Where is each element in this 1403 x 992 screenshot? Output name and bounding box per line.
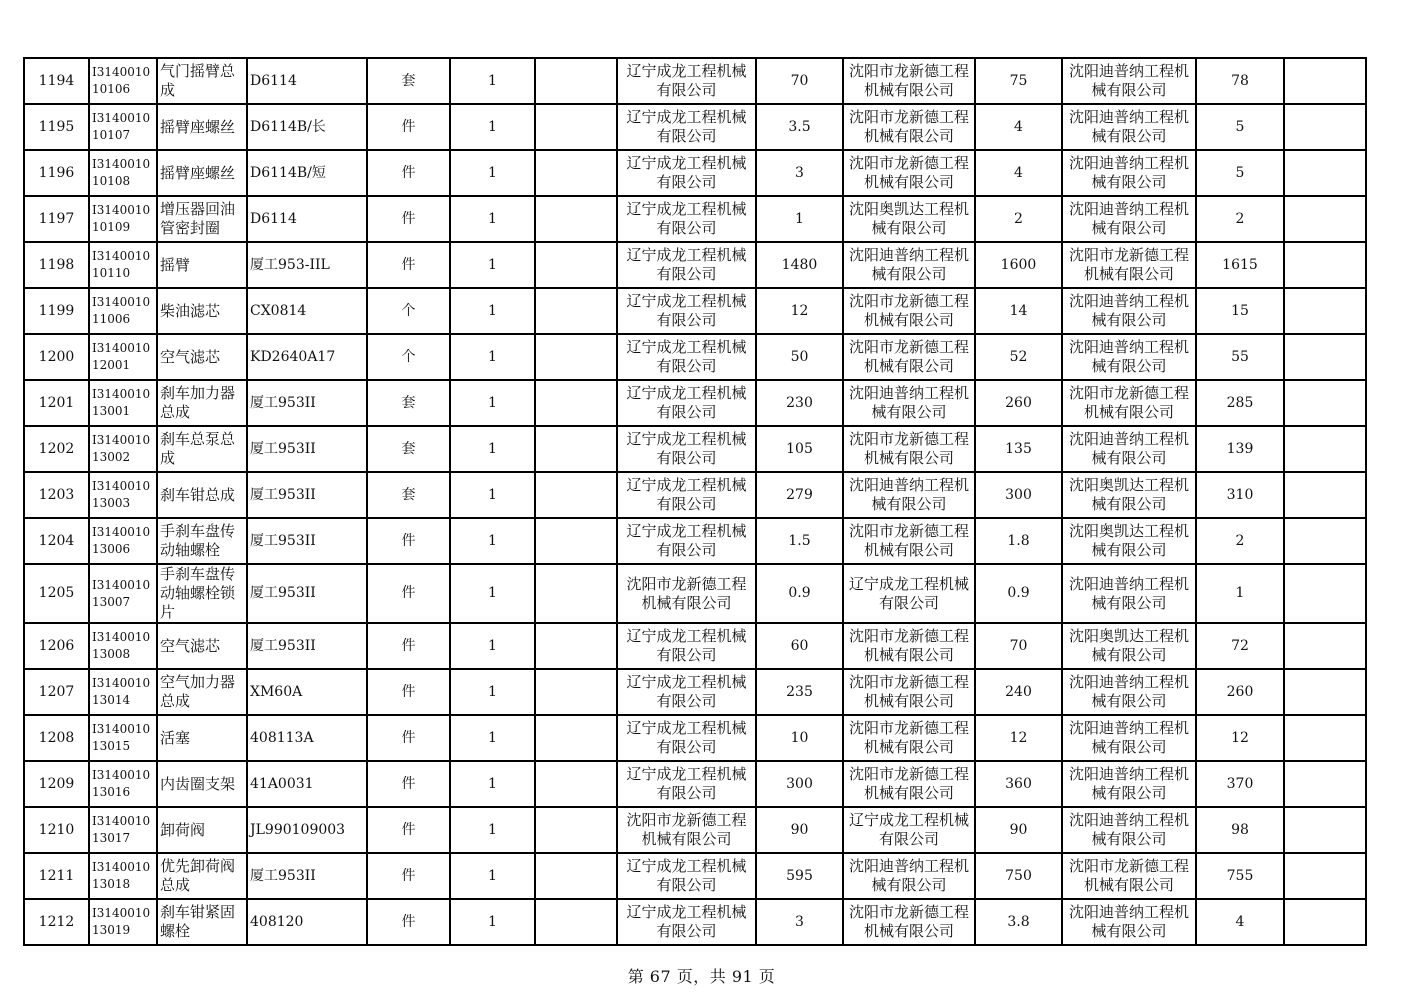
table-row <box>24 564 1366 623</box>
supplier-3: 沈阳迪普纳工程机械有限公司 <box>1062 426 1196 472</box>
price-2: 90 <box>975 807 1062 853</box>
item-name: 柴油滤芯 <box>157 288 247 334</box>
price-1: 1480 <box>756 242 843 288</box>
table-row <box>24 518 1366 564</box>
remark-cell <box>1284 853 1366 899</box>
item-quantity: 1 <box>450 196 535 242</box>
blank-cell <box>535 472 617 518</box>
item-unit: 件 <box>367 715 450 761</box>
price-2: 1.8 <box>975 518 1062 564</box>
item-quantity: 1 <box>450 564 535 623</box>
item-name: 空气滤芯 <box>157 623 247 669</box>
blank-cell <box>535 150 617 196</box>
blank-cell <box>535 104 617 150</box>
price-1: 1 <box>756 196 843 242</box>
price-2: 70 <box>975 623 1062 669</box>
supplier-2: 沈阳市龙新德工程机械有限公司 <box>843 150 975 196</box>
price-1: 595 <box>756 853 843 899</box>
item-unit: 个 <box>367 334 450 380</box>
price-3: 5 <box>1196 104 1284 150</box>
table-body <box>24 58 1366 945</box>
item-code: I3140010 13014 <box>89 669 157 715</box>
item-quantity: 1 <box>450 380 535 426</box>
item-code: I3140010 10108 <box>89 150 157 196</box>
price-3: 1615 <box>1196 242 1284 288</box>
supplier-1: 辽宁成龙工程机械有限公司 <box>617 196 756 242</box>
remark-cell <box>1284 715 1366 761</box>
supplier-1: 辽宁成龙工程机械有限公司 <box>617 150 756 196</box>
table-row <box>24 58 1366 104</box>
blank-cell <box>535 196 617 242</box>
item-unit: 套 <box>367 58 450 104</box>
item-unit: 件 <box>367 853 450 899</box>
row-number: 1197 <box>24 196 89 242</box>
item-code: I3140010 10110 <box>89 242 157 288</box>
remark-cell <box>1284 623 1366 669</box>
item-quantity: 1 <box>450 150 535 196</box>
item-quantity: 1 <box>450 623 535 669</box>
blank-cell <box>535 623 617 669</box>
item-code: I3140010 13019 <box>89 899 157 945</box>
supplier-1: 辽宁成龙工程机械有限公司 <box>617 899 756 945</box>
supplier-3: 沈阳迪普纳工程机械有限公司 <box>1062 58 1196 104</box>
price-2: 52 <box>975 334 1062 380</box>
supplier-1: 辽宁成龙工程机械有限公司 <box>617 426 756 472</box>
table-row <box>24 807 1366 853</box>
item-quantity: 1 <box>450 853 535 899</box>
supplier-2: 辽宁成龙工程机械有限公司 <box>843 807 975 853</box>
price-1: 279 <box>756 472 843 518</box>
item-spec: KD2640A17 <box>247 334 367 380</box>
supplier-3: 沈阳迪普纳工程机械有限公司 <box>1062 761 1196 807</box>
table-row <box>24 288 1366 334</box>
supplier-3: 沈阳奥凯达工程机械有限公司 <box>1062 623 1196 669</box>
supplier-2: 沈阳市龙新德工程机械有限公司 <box>843 288 975 334</box>
supplier-1: 辽宁成龙工程机械有限公司 <box>617 58 756 104</box>
supplier-1: 辽宁成龙工程机械有限公司 <box>617 761 756 807</box>
price-3: 370 <box>1196 761 1284 807</box>
item-spec: D6114B/长 <box>247 104 367 150</box>
remark-cell <box>1284 196 1366 242</box>
supplier-2: 辽宁成龙工程机械有限公司 <box>843 564 975 623</box>
supplier-2: 沈阳市龙新德工程机械有限公司 <box>843 623 975 669</box>
item-quantity: 1 <box>450 104 535 150</box>
supplier-2: 沈阳市龙新德工程机械有限公司 <box>843 715 975 761</box>
supplier-3: 沈阳迪普纳工程机械有限公司 <box>1062 334 1196 380</box>
remark-cell <box>1284 242 1366 288</box>
price-comparison-table <box>23 57 1367 946</box>
remark-cell <box>1284 761 1366 807</box>
item-unit: 件 <box>367 899 450 945</box>
supplier-2: 沈阳市龙新德工程机械有限公司 <box>843 899 975 945</box>
item-spec: 厦工953-IIL <box>247 242 367 288</box>
price-3: 260 <box>1196 669 1284 715</box>
item-name: 内齿圈支架 <box>157 761 247 807</box>
price-2: 75 <box>975 58 1062 104</box>
supplier-3: 沈阳迪普纳工程机械有限公司 <box>1062 899 1196 945</box>
supplier-1: 辽宁成龙工程机械有限公司 <box>617 518 756 564</box>
item-quantity: 1 <box>450 807 535 853</box>
remark-cell <box>1284 334 1366 380</box>
page-number: 第 67 页，共 91 页 <box>627 967 776 986</box>
item-code: I3140010 13015 <box>89 715 157 761</box>
item-spec: D6114 <box>247 58 367 104</box>
blank-cell <box>535 564 617 623</box>
item-spec: CX0814 <box>247 288 367 334</box>
item-name: 空气加力器总成 <box>157 669 247 715</box>
remark-cell <box>1284 58 1366 104</box>
row-number: 1206 <box>24 623 89 669</box>
supplier-3: 沈阳迪普纳工程机械有限公司 <box>1062 150 1196 196</box>
price-1: 60 <box>756 623 843 669</box>
item-code: I3140010 10106 <box>89 58 157 104</box>
blank-cell <box>535 899 617 945</box>
item-name: 摇臂 <box>157 242 247 288</box>
item-name: 手刹车盘传动轴螺栓 <box>157 518 247 564</box>
price-2: 12 <box>975 715 1062 761</box>
row-number: 1194 <box>24 58 89 104</box>
item-name: 气门摇臂总成 <box>157 58 247 104</box>
item-unit: 套 <box>367 472 450 518</box>
price-1: 1.5 <box>756 518 843 564</box>
supplier-3: 沈阳奥凯达工程机械有限公司 <box>1062 518 1196 564</box>
item-unit: 件 <box>367 242 450 288</box>
price-2: 2 <box>975 196 1062 242</box>
price-1: 3 <box>756 150 843 196</box>
supplier-1: 辽宁成龙工程机械有限公司 <box>617 242 756 288</box>
price-1: 12 <box>756 288 843 334</box>
table-row <box>24 426 1366 472</box>
item-code: I3140010 11006 <box>89 288 157 334</box>
item-name: 刹车钳紧固螺栓 <box>157 899 247 945</box>
row-number: 1196 <box>24 150 89 196</box>
item-unit: 件 <box>367 807 450 853</box>
price-3: 285 <box>1196 380 1284 426</box>
row-number: 1209 <box>24 761 89 807</box>
price-3: 755 <box>1196 853 1284 899</box>
price-2: 1600 <box>975 242 1062 288</box>
row-number: 1201 <box>24 380 89 426</box>
item-quantity: 1 <box>450 669 535 715</box>
supplier-3: 沈阳迪普纳工程机械有限公司 <box>1062 104 1196 150</box>
item-unit: 件 <box>367 196 450 242</box>
blank-cell <box>535 669 617 715</box>
item-unit: 件 <box>367 564 450 623</box>
item-quantity: 1 <box>450 242 535 288</box>
blank-cell <box>535 58 617 104</box>
price-2: 4 <box>975 150 1062 196</box>
price-1: 0.9 <box>756 564 843 623</box>
price-1: 50 <box>756 334 843 380</box>
remark-cell <box>1284 150 1366 196</box>
remark-cell <box>1284 669 1366 715</box>
supplier-2: 沈阳市龙新德工程机械有限公司 <box>843 761 975 807</box>
item-spec: 408113A <box>247 715 367 761</box>
table-row <box>24 899 1366 945</box>
item-unit: 套 <box>367 426 450 472</box>
item-spec: 厦工953II <box>247 564 367 623</box>
supplier-3: 沈阳迪普纳工程机械有限公司 <box>1062 715 1196 761</box>
table-row <box>24 853 1366 899</box>
supplier-1: 辽宁成龙工程机械有限公司 <box>617 380 756 426</box>
table-row <box>24 380 1366 426</box>
item-spec: 厦工953II <box>247 472 367 518</box>
supplier-2: 沈阳市龙新德工程机械有限公司 <box>843 426 975 472</box>
item-code: I3140010 13002 <box>89 426 157 472</box>
row-number: 1200 <box>24 334 89 380</box>
blank-cell <box>535 242 617 288</box>
supplier-3: 沈阳市龙新德工程机械有限公司 <box>1062 853 1196 899</box>
item-code: I3140010 13008 <box>89 623 157 669</box>
price-2: 4 <box>975 104 1062 150</box>
item-name: 刹车加力器总成 <box>157 380 247 426</box>
item-quantity: 1 <box>450 518 535 564</box>
item-unit: 件 <box>367 761 450 807</box>
price-3: 1 <box>1196 564 1284 623</box>
supplier-3: 沈阳迪普纳工程机械有限公司 <box>1062 669 1196 715</box>
supplier-1: 辽宁成龙工程机械有限公司 <box>617 472 756 518</box>
item-quantity: 1 <box>450 899 535 945</box>
price-3: 2 <box>1196 196 1284 242</box>
price-1: 70 <box>756 58 843 104</box>
price-1: 230 <box>756 380 843 426</box>
price-1: 10 <box>756 715 843 761</box>
item-quantity: 1 <box>450 426 535 472</box>
item-unit: 件 <box>367 623 450 669</box>
price-3: 5 <box>1196 150 1284 196</box>
supplier-1: 辽宁成龙工程机械有限公司 <box>617 715 756 761</box>
supplier-3: 沈阳奥凯达工程机械有限公司 <box>1062 472 1196 518</box>
item-code: I3140010 10107 <box>89 104 157 150</box>
item-spec: 厦工953II <box>247 623 367 669</box>
item-name: 刹车钳总成 <box>157 472 247 518</box>
item-name: 手刹车盘传动轴螺栓锁片 <box>157 564 247 623</box>
price-2: 260 <box>975 380 1062 426</box>
price-2: 135 <box>975 426 1062 472</box>
item-spec: 厦工953II <box>247 380 367 426</box>
item-quantity: 1 <box>450 288 535 334</box>
item-spec: 408120 <box>247 899 367 945</box>
supplier-1: 辽宁成龙工程机械有限公司 <box>617 623 756 669</box>
supplier-2: 沈阳迪普纳工程机械有限公司 <box>843 472 975 518</box>
item-quantity: 1 <box>450 334 535 380</box>
row-number: 1208 <box>24 715 89 761</box>
row-number: 1211 <box>24 853 89 899</box>
supplier-1: 辽宁成龙工程机械有限公司 <box>617 669 756 715</box>
supplier-2: 沈阳市龙新德工程机械有限公司 <box>843 58 975 104</box>
item-unit: 个 <box>367 288 450 334</box>
price-3: 4 <box>1196 899 1284 945</box>
row-number: 1203 <box>24 472 89 518</box>
item-spec: D6114 <box>247 196 367 242</box>
supplier-2: 沈阳市龙新德工程机械有限公司 <box>843 334 975 380</box>
table-row <box>24 669 1366 715</box>
remark-cell <box>1284 518 1366 564</box>
price-2: 240 <box>975 669 1062 715</box>
price-1: 300 <box>756 761 843 807</box>
remark-cell <box>1284 380 1366 426</box>
item-code: I3140010 10109 <box>89 196 157 242</box>
item-unit: 件 <box>367 150 450 196</box>
supplier-1: 辽宁成龙工程机械有限公司 <box>617 104 756 150</box>
item-name: 空气滤芯 <box>157 334 247 380</box>
price-3: 55 <box>1196 334 1284 380</box>
price-2: 14 <box>975 288 1062 334</box>
item-code: I3140010 13003 <box>89 472 157 518</box>
supplier-3: 沈阳迪普纳工程机械有限公司 <box>1062 196 1196 242</box>
supplier-1: 辽宁成龙工程机械有限公司 <box>617 288 756 334</box>
price-3: 15 <box>1196 288 1284 334</box>
price-3: 2 <box>1196 518 1284 564</box>
price-3: 78 <box>1196 58 1284 104</box>
remark-cell <box>1284 288 1366 334</box>
item-spec: 厦工953II <box>247 426 367 472</box>
price-2: 360 <box>975 761 1062 807</box>
row-number: 1207 <box>24 669 89 715</box>
item-code: I3140010 13018 <box>89 853 157 899</box>
item-unit: 件 <box>367 518 450 564</box>
table-row <box>24 334 1366 380</box>
remark-cell <box>1284 899 1366 945</box>
item-name: 摇臂座螺丝 <box>157 150 247 196</box>
item-spec: JL990109003 <box>247 807 367 853</box>
price-1: 3 <box>756 899 843 945</box>
supplier-3: 沈阳迪普纳工程机械有限公司 <box>1062 564 1196 623</box>
price-3: 12 <box>1196 715 1284 761</box>
remark-cell <box>1284 807 1366 853</box>
table-row <box>24 150 1366 196</box>
item-unit: 件 <box>367 669 450 715</box>
item-code: I3140010 13016 <box>89 761 157 807</box>
supplier-2: 沈阳迪普纳工程机械有限公司 <box>843 242 975 288</box>
item-unit: 件 <box>367 104 450 150</box>
blank-cell <box>535 761 617 807</box>
supplier-2: 沈阳迪普纳工程机械有限公司 <box>843 853 975 899</box>
blank-cell <box>535 334 617 380</box>
item-name: 活塞 <box>157 715 247 761</box>
price-3: 139 <box>1196 426 1284 472</box>
supplier-3: 沈阳市龙新德工程机械有限公司 <box>1062 380 1196 426</box>
supplier-1: 沈阳市龙新德工程机械有限公司 <box>617 807 756 853</box>
item-code: I3140010 13017 <box>89 807 157 853</box>
table-row <box>24 242 1366 288</box>
price-3: 98 <box>1196 807 1284 853</box>
blank-cell <box>535 380 617 426</box>
item-code: I3140010 13001 <box>89 380 157 426</box>
row-number: 1198 <box>24 242 89 288</box>
item-name: 卸荷阀 <box>157 807 247 853</box>
item-name: 摇臂座螺丝 <box>157 104 247 150</box>
item-quantity: 1 <box>450 715 535 761</box>
item-spec: 41A0031 <box>247 761 367 807</box>
price-1: 3.5 <box>756 104 843 150</box>
row-number: 1199 <box>24 288 89 334</box>
blank-cell <box>535 853 617 899</box>
price-2: 300 <box>975 472 1062 518</box>
price-2: 3.8 <box>975 899 1062 945</box>
remark-cell <box>1284 472 1366 518</box>
price-1: 105 <box>756 426 843 472</box>
table-row <box>24 104 1366 150</box>
row-number: 1212 <box>24 899 89 945</box>
table-row <box>24 623 1366 669</box>
item-code: I3140010 13006 <box>89 518 157 564</box>
table-row <box>24 472 1366 518</box>
item-quantity: 1 <box>450 761 535 807</box>
row-number: 1202 <box>24 426 89 472</box>
blank-cell <box>535 518 617 564</box>
supplier-2: 沈阳市龙新德工程机械有限公司 <box>843 518 975 564</box>
supplier-3: 沈阳迪普纳工程机械有限公司 <box>1062 807 1196 853</box>
price-2: 0.9 <box>975 564 1062 623</box>
supplier-1: 辽宁成龙工程机械有限公司 <box>617 853 756 899</box>
blank-cell <box>535 715 617 761</box>
supplier-2: 沈阳迪普纳工程机械有限公司 <box>843 380 975 426</box>
item-name: 增压器回油管密封圈 <box>157 196 247 242</box>
item-quantity: 1 <box>450 58 535 104</box>
item-spec: XM60A <box>247 669 367 715</box>
item-name: 优先卸荷阀总成 <box>157 853 247 899</box>
item-unit: 套 <box>367 380 450 426</box>
supplier-2: 沈阳奥凯达工程机械有限公司 <box>843 196 975 242</box>
supplier-1: 沈阳市龙新德工程机械有限公司 <box>617 564 756 623</box>
item-spec: 厦工953II <box>247 853 367 899</box>
remark-cell <box>1284 104 1366 150</box>
row-number: 1210 <box>24 807 89 853</box>
price-3: 72 <box>1196 623 1284 669</box>
remark-cell <box>1284 564 1366 623</box>
table-row <box>24 196 1366 242</box>
item-code: I3140010 12001 <box>89 334 157 380</box>
item-spec: D6114B/短 <box>247 150 367 196</box>
price-1: 90 <box>756 807 843 853</box>
row-number: 1195 <box>24 104 89 150</box>
blank-cell <box>535 426 617 472</box>
row-number: 1205 <box>24 564 89 623</box>
item-name: 刹车总泵总成 <box>157 426 247 472</box>
supplier-2: 沈阳市龙新德工程机械有限公司 <box>843 104 975 150</box>
row-number: 1204 <box>24 518 89 564</box>
item-quantity: 1 <box>450 472 535 518</box>
supplier-1: 辽宁成龙工程机械有限公司 <box>617 334 756 380</box>
price-2: 750 <box>975 853 1062 899</box>
table-row <box>24 761 1366 807</box>
blank-cell <box>535 288 617 334</box>
price-1: 235 <box>756 669 843 715</box>
supplier-3: 沈阳市龙新德工程机械有限公司 <box>1062 242 1196 288</box>
price-3: 310 <box>1196 472 1284 518</box>
item-spec: 厦工953II <box>247 518 367 564</box>
supplier-2: 沈阳市龙新德工程机械有限公司 <box>843 669 975 715</box>
table-row <box>24 715 1366 761</box>
supplier-3: 沈阳迪普纳工程机械有限公司 <box>1062 288 1196 334</box>
item-code: I3140010 13007 <box>89 564 157 623</box>
blank-cell <box>535 807 617 853</box>
remark-cell <box>1284 426 1366 472</box>
